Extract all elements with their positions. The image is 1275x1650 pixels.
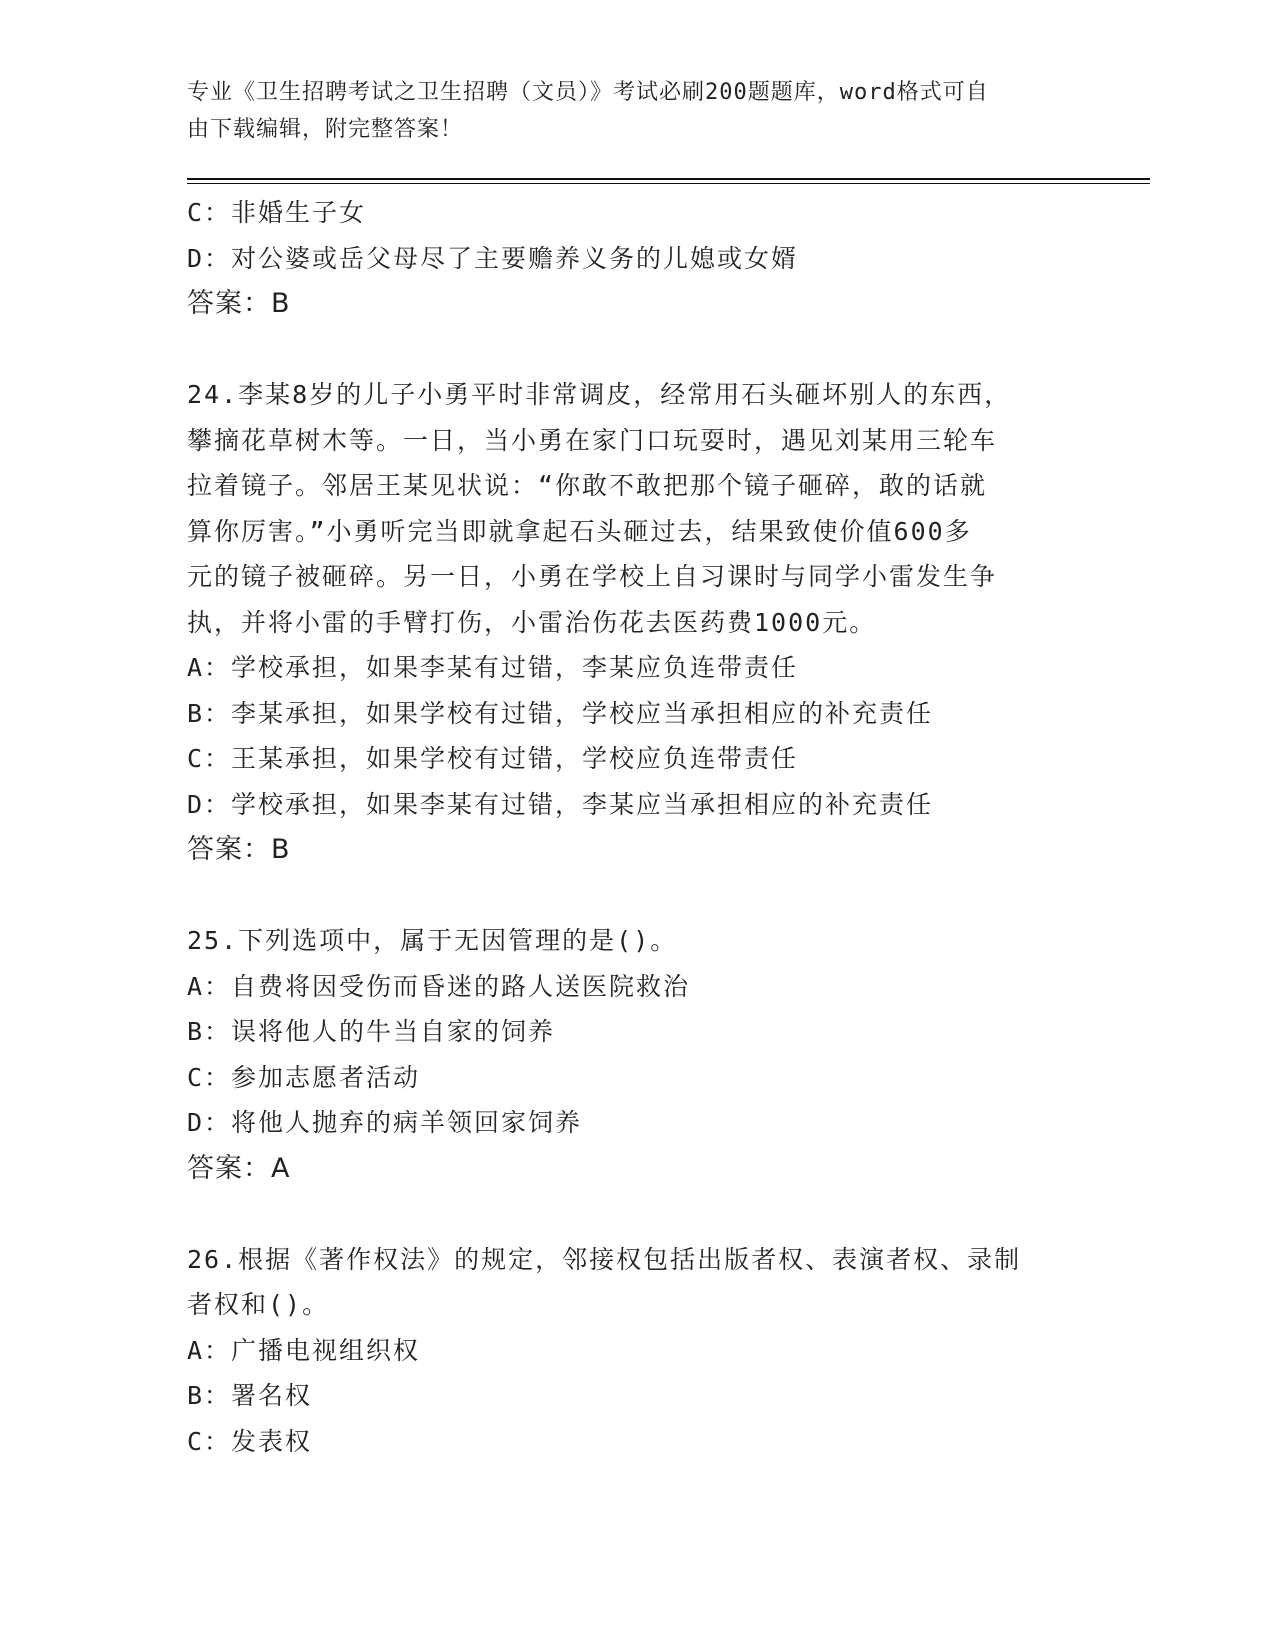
question-stem-line: 攀摘花草树木等。一日，当小勇在家门口玩耍时，遇见刘某用三轮车 xyxy=(187,425,998,455)
option-d: D：将他人抛弃的病羊领回家饲养 xyxy=(187,1108,583,1137)
option-d: D：对公婆或岳父母尽了主要赡养义务的儿媳或女婿 xyxy=(187,243,799,273)
option-b: B：署名权 xyxy=(187,1381,313,1410)
spacer xyxy=(187,327,1087,373)
option-c: C：参加志愿者活动 xyxy=(187,1062,421,1092)
option-b: B：误将他人的牛当自家的饲养 xyxy=(187,1017,556,1046)
spacer xyxy=(187,873,1087,919)
document-header xyxy=(187,74,1077,148)
question-stem-line: 元的镜子被砸碎。另一日，小勇在学校上自习课时与同学小雷发生争 xyxy=(187,562,998,591)
answer-line: 答案：B xyxy=(187,834,291,865)
header-line-2: 由下载编辑，附完整答案！ xyxy=(187,117,464,142)
header-divider-thin xyxy=(187,183,1150,184)
header-divider-thick xyxy=(187,178,1150,180)
spacer xyxy=(187,1191,1087,1237)
question-23-continuation xyxy=(187,190,1087,327)
option-c: C：王某承担，如果学校有过错，学校应负连带责任 xyxy=(187,744,799,773)
document-body xyxy=(187,190,1087,1464)
question-stem-line: 24.李某8岁的儿子小勇平时非常调皮，经常用石头砸坏别人的东西， xyxy=(187,380,1012,409)
option-d: D：学校承担，如果李某有过错，李某应当承担相应的补充责任 xyxy=(187,789,934,819)
header-line-1: 专业《卫生招聘考试之卫生招聘（文员）》考试必刷200题题库，word格式可自 xyxy=(187,80,989,105)
question-stem-line: 26.根据《著作权法》的规定，邻接权包括出版者权、表演者权、录制 xyxy=(187,1244,1022,1274)
answer-line: 答案：A xyxy=(187,1152,291,1184)
option-c: C：非婚生子女 xyxy=(187,198,367,227)
question-stem-line: 25.下列选项中，属于无因管理的是()。 xyxy=(187,926,678,955)
question-stem-line: 执，并将小雷的手臂打伤，小雷治伤花去医药费1000元。 xyxy=(187,607,877,637)
question-stem-line: 算你厉害。”小勇听完当即就拿起石头砸过去，结果致使价值600多 xyxy=(187,516,972,546)
option-c: C：发表权 xyxy=(187,1426,313,1456)
answer-line: 答案：B xyxy=(187,288,291,319)
question-24 xyxy=(187,372,1087,873)
question-25 xyxy=(187,918,1087,1191)
question-stem-line: 拉着镜子。邻居王某见状说：“你敢不敢把那个镜子砸碎，敢的话就 xyxy=(187,471,988,500)
option-a: A：学校承担，如果李某有过错，李某应负连带责任 xyxy=(187,653,799,682)
option-a: A：广播电视组织权 xyxy=(187,1335,421,1365)
question-26 xyxy=(187,1237,1087,1465)
option-a: A：自费将因受伤而昏迷的路人送医院救治 xyxy=(187,971,691,1001)
question-stem-line: 者权和()。 xyxy=(187,1290,330,1319)
option-b: B：李某承担，如果学校有过错，学校应当承担相应的补充责任 xyxy=(187,698,934,728)
